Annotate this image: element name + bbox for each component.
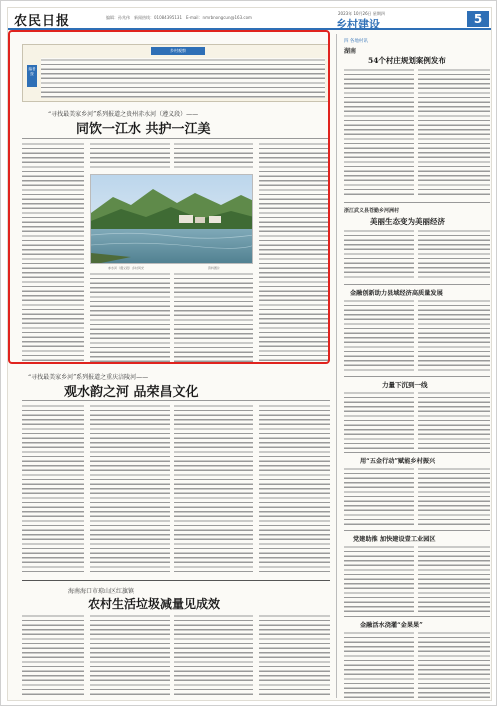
feature-headline: 同饮一江水 共护一江美 (76, 122, 211, 137)
right-article-5-column-1 (344, 467, 414, 527)
divider (344, 376, 490, 377)
right-headline-4: 力量下沉到一线 (382, 381, 428, 389)
right-article-7-column-1 (344, 631, 414, 698)
story3-headline: 农村生活垃圾减量见成效 (88, 597, 221, 611)
right-article-6-column-2 (418, 545, 490, 613)
right-article-7-column-2 (418, 631, 490, 698)
story2-column-1 (22, 404, 84, 574)
right-article-6-column-1 (344, 545, 414, 613)
story2-column-3 (174, 404, 253, 574)
story2-headline: 观水韵之河 品荣昌文化 (64, 385, 199, 400)
right-article-4-column-2 (418, 391, 490, 449)
right-article-3-column-2 (418, 299, 490, 373)
photo-credit: 资料图片 (208, 266, 221, 270)
right-article-2-column-1 (344, 229, 414, 281)
divider (344, 284, 490, 285)
divider (344, 202, 490, 203)
divider (344, 616, 490, 617)
right-region-tag: 四 各地村讯 (344, 39, 368, 44)
story3-column-4 (259, 614, 330, 698)
right-article-3-column-1 (344, 299, 414, 373)
story3-kicker: 海南海口市琼山区红旗镇 (68, 588, 135, 595)
right-region: 湖南 (344, 48, 357, 55)
divider (22, 400, 330, 401)
feature-kicker: “寻找最美家乡河”系列报道之贵州赤水河（遵义段）—— (48, 111, 199, 118)
section-title: 乡村建设 (336, 18, 380, 31)
right-headline-6: 党建助推 加快建设壹工业园区 (353, 536, 436, 543)
masthead (8, 8, 492, 30)
photo-caption: 赤水河（遵义段）乡村风光 (108, 266, 145, 270)
right-headline-3: 金融创新助力县域经济高质量发展 (350, 290, 443, 297)
right-article-2-column-2 (418, 229, 490, 281)
right-headline-5: 用“五金行动”赋能乡村振兴 (360, 458, 436, 465)
story3-column-1 (22, 614, 84, 698)
page-number: 5 (467, 11, 489, 27)
right-region-2: 浙江武义县苍勤乡河洲村 (344, 208, 400, 214)
divider (22, 580, 330, 581)
right-article-4-column-1 (344, 391, 414, 449)
divider (344, 452, 490, 453)
divider (344, 530, 490, 531)
right-article-1-column-1 (344, 68, 414, 198)
right-article-1-column-2 (418, 68, 490, 198)
editor-note-badge: 编者按 (27, 65, 37, 87)
feature-tag: 乡村观察 (151, 47, 205, 55)
story2-column-4 (259, 404, 330, 574)
dateline: 2023年 10月26日 星期四 (338, 11, 385, 16)
right-headline-1: 54个村庄规划案例发布 (368, 56, 446, 65)
story2-column-2 (90, 404, 170, 574)
right-headline-7: 金融活水浇灌“金果果” (360, 622, 423, 629)
right-article-5-column-2 (418, 467, 490, 527)
story3-column-3 (174, 614, 253, 698)
selection-highlight (8, 30, 330, 364)
column-divider (336, 34, 337, 698)
newspaper-logo: 农民日报 (14, 14, 71, 29)
right-headline-2: 美丽生态变为美丽经济 (370, 217, 445, 226)
story3-column-2 (90, 614, 170, 698)
editor-meta: 编辑：孙兆伟 新闻热线：01084395131 E-mail：nmrbnongcun@163.com (106, 15, 252, 20)
story2-kicker: “寻找最美家乡河”系列报道之重庆涪陵河—— (28, 374, 149, 381)
